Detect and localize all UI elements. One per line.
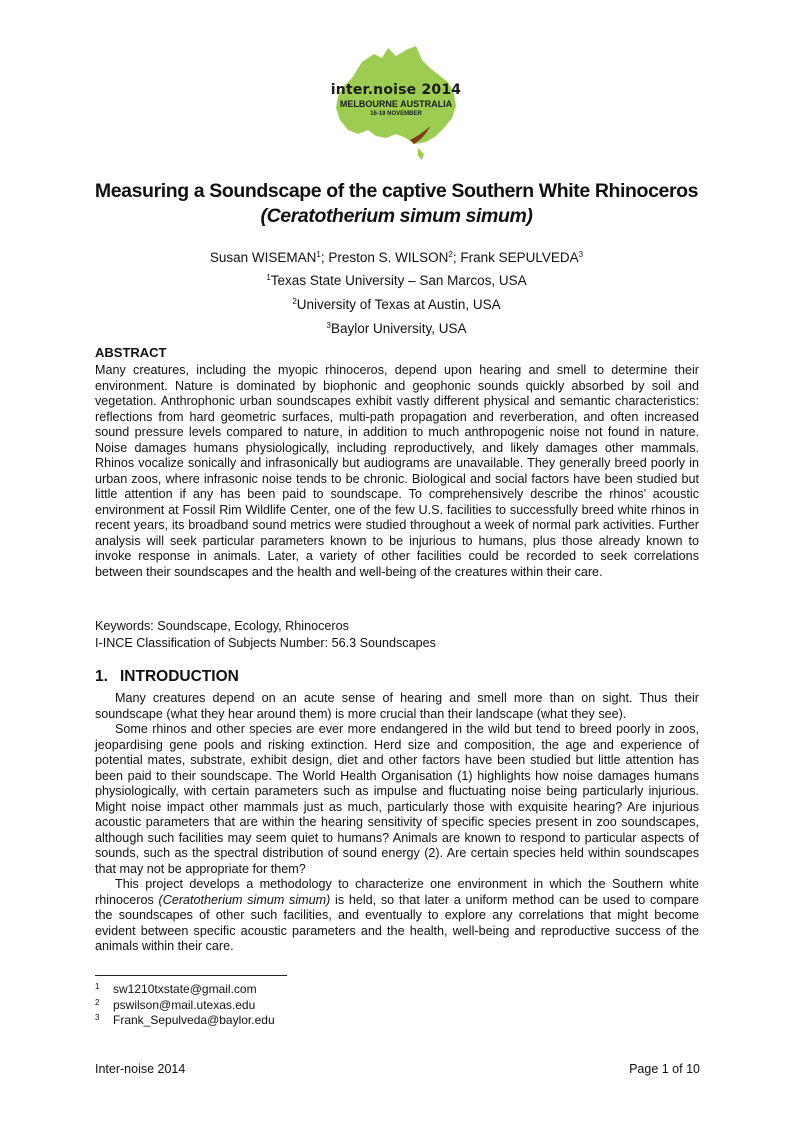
abstract-heading: ABSTRACT — [95, 345, 167, 360]
conference-logo — [322, 42, 470, 164]
footnote-email: pswilson@mail.utexas.edu — [113, 998, 256, 1012]
abstract-paragraph: Many creatures, including the myopic rhinoceros, depend upon hearing and smell to determine their environment. Nature is dominated by biophonic and geophonic sounds quickly absorbed by soil and vegetation. Anthrophonic urban soundscapes exhibit vastly different physical and semantic characteristics: reflections from hard geometric surfaces, multi-path propagation and reverberation, and often increased sound pressure levels compared to nature, in addition to much anthropogenic noise not found in nature. Noise damages humans physiologically, including reproductively, and likely damages other mammals. Rhinos vocalize sonically and infrasonically but audiograms are unavailable. They generally breed poorly in urban zoos, where infrasonic noise tends to be chronic. Biological and social factors have been studied but little attention if any has been paid to soundscape. To comprehensively describe the rhinos’ acoustic environment at Fossil Rim Wildlife Center, one of the few U.S. facilities to successfully breed white rhinos in recent years, its broadband sound metrics were studied throughout a week of normal park activities. Further analysis will seek particular parameters known to be injurious to humans, plus those already known to invoke response in animals. Later, a variety of other facilities could be recorded to seek correlations between their soundscapes and the health and well-being of the creatures within their care. — [95, 363, 699, 579]
author-name: Susan WISEMAN — [209, 250, 317, 265]
section-title: INTRODUCTION — [120, 668, 239, 685]
introduction-heading — [95, 668, 239, 686]
author-separator: ; — [452, 250, 461, 265]
intro-paragraph-2: Some rhinos and other species are ever more endangered in the wild but tend to breed poorly in zoos, jeopardising gene pools and risking extinction. Herd size and composition, the age and experience of potential mates, substrate, exhibit design, diet and other factors have been studied but little attention has been paid to their soundscape. The World Health Organisation (1) highlights how noise damages humans physiologically, with certain parameters such as impulse and fluctuating noise being particularly injurious. Might noise impact other mammals just as much, particularly those with exquisite hearing? Are injurious acoustic parameters that are within the hearing sensitivity of specific species present in zoo soundscapes, although such facilities may seem quiet to humans? Animals are known to respond to particular aspects of sounds, such as the spectral distribution of sound energy (2). Are certain species held within soundscapes that may not be appropriate for them? — [95, 722, 699, 876]
affiliation — [40, 297, 753, 312]
intro-paragraph-3 — [95, 877, 699, 955]
classification: I-INCE Classification of Subjects Number: 56.3 Soundscapes — [95, 636, 436, 650]
footer-page-number: Page 1 of 10 — [629, 1062, 700, 1076]
footnote-mark: 2 — [95, 998, 100, 1007]
footnote-email: Frank_Sepulveda@baylor.edu — [113, 1013, 275, 1027]
affiliation-text: University of Texas at Austin, USA — [296, 297, 501, 312]
author-list — [40, 250, 753, 265]
footnote — [95, 982, 257, 996]
keywords: Keywords: Soundscape, Ecology, Rhinoceros — [95, 619, 349, 633]
footnote-mark: 1 — [95, 982, 100, 991]
section-number: 1. — [95, 668, 108, 685]
introduction-body — [95, 691, 699, 955]
author-name: Frank SEPULVEDA — [460, 250, 579, 265]
author-affiliation-mark: 2 — [448, 250, 453, 259]
species-name: (Ceratotherium simum simum) — [158, 892, 331, 907]
logo-city: MELBOURNE AUSTRALIA — [339, 99, 453, 109]
intro-paragraph-1: Many creatures depend on an acute sense of hearing and smell more than on sight. Thus their soundscape (what they hear around them) is more crucial than their landscape (what they see). — [95, 691, 699, 721]
affiliation — [40, 321, 753, 336]
footer-conference: Inter-noise 2014 — [95, 1062, 186, 1076]
intro-paragraph-3-start: This project develops a methodology to characterize one environment in which the Southern white rhinoceros — [95, 877, 699, 907]
footnote — [95, 1013, 275, 1027]
affiliation-mark: 1 — [266, 273, 271, 282]
paper-title-species: (Ceratotherium simum simum) — [260, 205, 533, 227]
affiliation-text: Baylor University, USA — [330, 321, 467, 336]
affiliation-mark: 2 — [292, 297, 297, 306]
affiliation — [40, 273, 753, 288]
footnote — [95, 998, 255, 1012]
paper-title: Measuring a Soundscape of the captive Southern White Rhinoceros — [94, 180, 699, 202]
author-affiliation-mark: 3 — [578, 250, 584, 259]
affiliation-text: Texas State University – San Marcos, USA — [270, 273, 527, 288]
author-separator: ; — [320, 250, 329, 265]
author-affiliation-mark: 1 — [316, 250, 321, 259]
affiliation-mark: 3 — [326, 321, 331, 330]
logo-brand: inter.noise 2014 — [330, 82, 462, 98]
logo-dates: 16-19 NOVEMBER — [370, 111, 422, 117]
author-name: Preston S. WILSON — [328, 250, 449, 265]
abstract-body — [95, 363, 699, 580]
footnote-email: sw1210txstate@gmail.com — [113, 982, 257, 996]
footnote-mark: 3 — [95, 1013, 100, 1022]
intro-paragraph-3-end: is held, so that later a uniform method can be used to compare the soundscapes of other such facilities, and eventually to explore any correlations that might become evident between specific acoustic parameters and the health, well-being and reproductive success of the animals within their care. — [95, 892, 699, 953]
footnote-divider — [95, 975, 287, 976]
